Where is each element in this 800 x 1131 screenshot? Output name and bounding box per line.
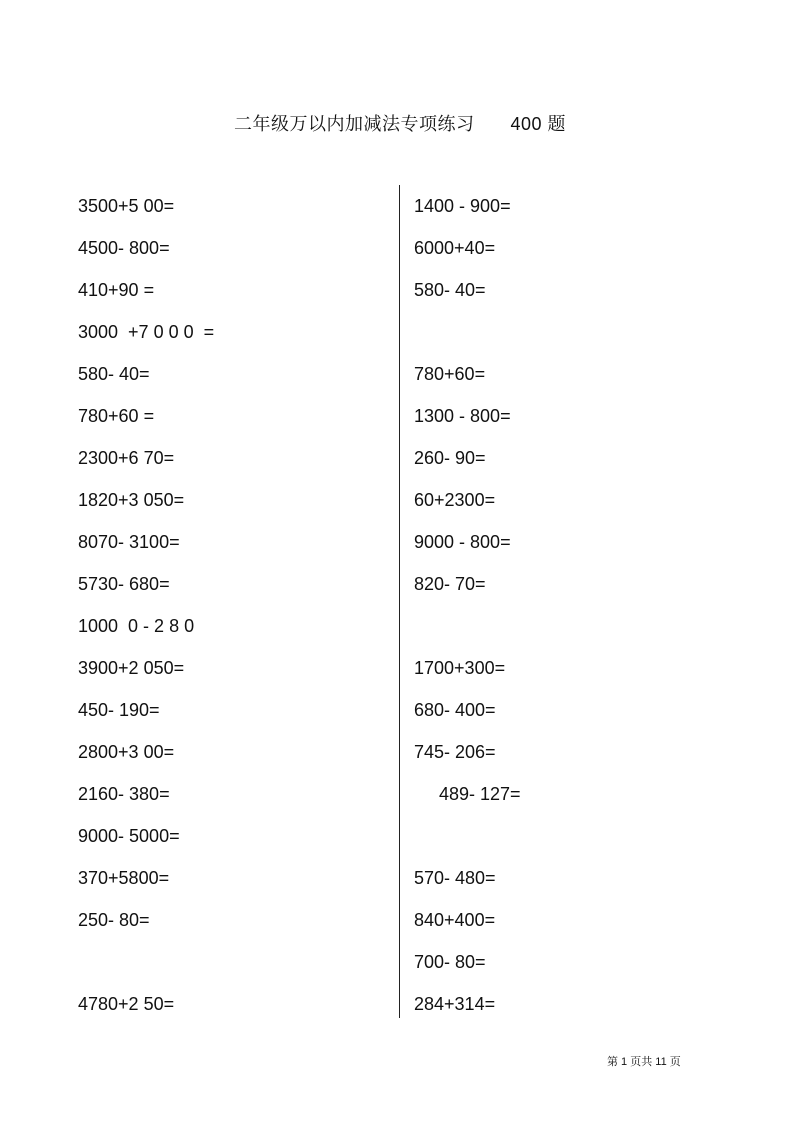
problem-item: 700- 80= [414, 952, 486, 972]
problem-item [414, 318, 521, 360]
problem-item: 580- 40= [78, 364, 150, 384]
problem-item: 8070- 3100= [78, 532, 180, 552]
problem-item: 370+5800= [78, 868, 170, 888]
problem-item: 1400 - 900= [414, 196, 511, 216]
problem-item: 284+314= [414, 994, 496, 1014]
problem-item [78, 948, 214, 990]
problem-item: 780+60= [414, 364, 486, 384]
problem-item: 680- 400= [414, 700, 496, 720]
problem-item: 2300+6 70= [78, 448, 175, 468]
problem-item: 9000 - 800= [414, 532, 511, 552]
problem-item: 2160- 380= [78, 784, 170, 804]
problem-item: 489- 127= [439, 784, 521, 804]
problem-item: 1300 - 800= [414, 406, 511, 426]
problem-item: 840+400= [414, 910, 496, 930]
problem-item: 450- 190= [78, 700, 160, 720]
problem-item: 3000 +7 0 0 0 = [78, 322, 215, 342]
title-text: 二年级万以内加减法专项练习 [233, 114, 475, 134]
left-problem-column [78, 192, 214, 1032]
problem-item: 260- 90= [414, 448, 486, 468]
problem-item: 60+2300= [414, 490, 496, 510]
column-divider [399, 185, 400, 1018]
problem-item: 570- 480= [414, 868, 496, 888]
problem-item: 580- 40= [414, 280, 486, 300]
problem-item: 1820+3 050= [78, 490, 185, 510]
problem-item: 3900+2 050= [78, 658, 185, 678]
problem-item: 4500- 800= [78, 238, 170, 258]
problem-item: 6000+40= [414, 238, 496, 258]
problem-item: 780+60 = [78, 406, 155, 426]
problem-count: 400 题 [510, 114, 567, 134]
page-number: 第 1 页共 11 页 [607, 1056, 681, 1068]
worksheet-title [0, 110, 800, 136]
problem-item: 820- 70= [414, 574, 486, 594]
problem-item [414, 612, 521, 654]
problem-item: 3500+5 00= [78, 196, 175, 216]
problem-item: 1700+300= [414, 658, 506, 678]
right-problem-column [414, 192, 521, 1032]
problem-item: 2800+3 00= [78, 742, 175, 762]
problem-item [414, 822, 521, 864]
problem-item: 9000- 5000= [78, 826, 180, 846]
problem-item: 745- 206= [414, 742, 496, 762]
problem-item: 410+90 = [78, 280, 155, 300]
problem-item: 250- 80= [78, 910, 150, 930]
problem-item: 1000 0 - 2 8 0 [78, 616, 195, 636]
problem-item: 5730- 680= [78, 574, 170, 594]
problem-item: 4780+2 50= [78, 994, 175, 1014]
